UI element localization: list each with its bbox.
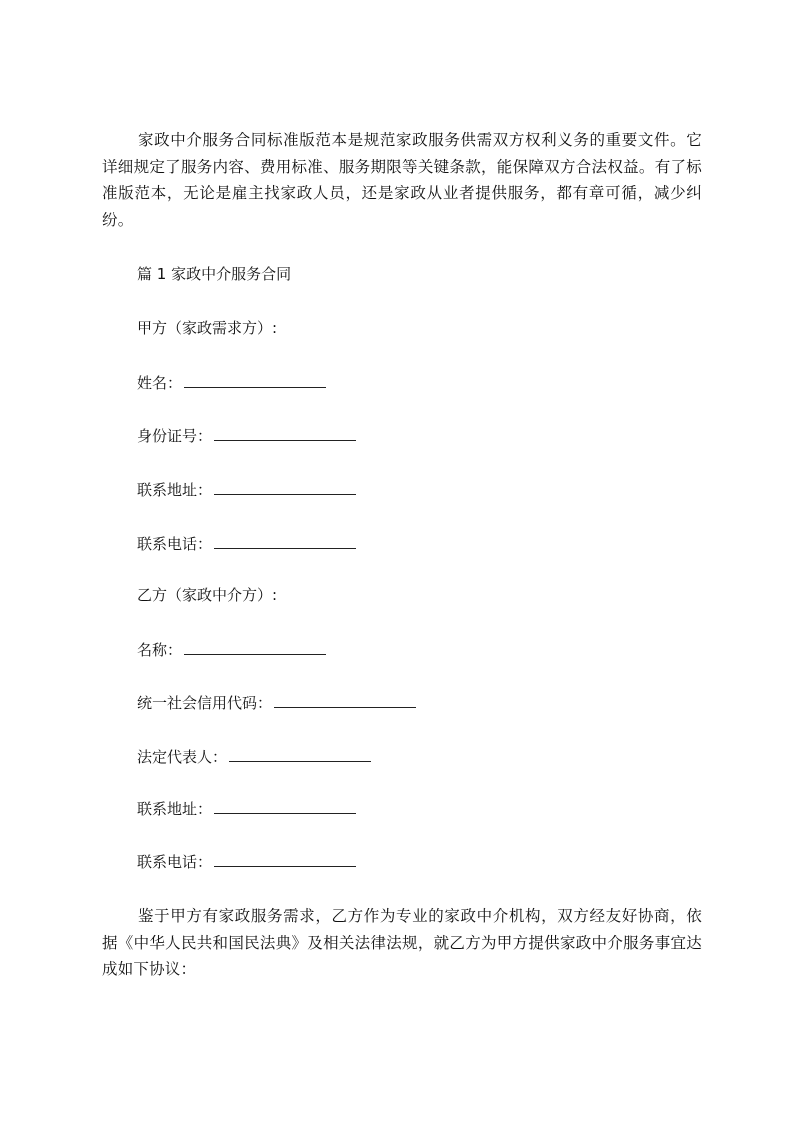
party-a-name-label: 姓名：: [137, 374, 183, 392]
party-b-credit-code-label: 统一社会信用代码：: [137, 694, 273, 712]
party-b-legal-rep-blank[interactable]: [229, 746, 371, 762]
party-a-name-blank[interactable]: [184, 372, 326, 388]
party-b-credit-code-blank[interactable]: [274, 692, 416, 708]
intro-paragraph: 家政中介服务合同标准版范本是规范家政服务供需双方权利义务的重要文件。它详细规定了服务内容、费用标准、服务期限等关键条款，能保障双方合法权益。有了标准版范本，无论是雇主找家政人员，还是家政从业者提供服务，都有章可循，减少纠纷。: [102, 131, 702, 229]
preamble-paragraph: 鉴于甲方有家政服务需求，乙方作为专业的家政中介机构，双方经友好协商，依据《中华人民共和国民法典》及相关法律法规，就乙方为甲方提供家政中介服务事宜达成如下协议：: [102, 907, 702, 978]
party-a-phone-blank[interactable]: [214, 533, 356, 549]
party-b-address-blank[interactable]: [214, 798, 356, 814]
party-a-id-line: [137, 425, 356, 446]
party-a-heading: 甲方（家政需求方）:: [137, 319, 278, 337]
party-a-name-line: [137, 372, 326, 393]
party-b-name-label: 名称：: [137, 641, 183, 659]
party-a-id-blank[interactable]: [214, 425, 356, 441]
party-b-address-label: 联系地址：: [137, 800, 213, 818]
party-b-address-line: [137, 798, 356, 819]
party-a-address-blank[interactable]: [214, 479, 356, 495]
party-a-address-line: [137, 479, 356, 500]
party-b-legal-rep-label: 法定代表人：: [137, 748, 228, 766]
party-a-phone-line: [137, 533, 356, 554]
party-b-phone-line: [137, 851, 356, 872]
party-b-name-line: [137, 639, 326, 660]
party-b-name-blank[interactable]: [184, 639, 326, 655]
party-a-phone-label: 联系电话：: [137, 535, 213, 553]
party-b-phone-label: 联系电话：: [137, 853, 213, 871]
party-b-phone-blank[interactable]: [214, 851, 356, 867]
section-title: 篇 1 家政中介服务合同: [137, 265, 292, 283]
party-b-credit-code-line: [137, 692, 416, 713]
party-b-legal-rep-line: [137, 746, 371, 767]
party-a-id-label: 身份证号：: [137, 427, 213, 445]
party-b-heading: 乙方（家政中介方）:: [137, 586, 278, 604]
party-a-address-label: 联系地址：: [137, 481, 213, 499]
